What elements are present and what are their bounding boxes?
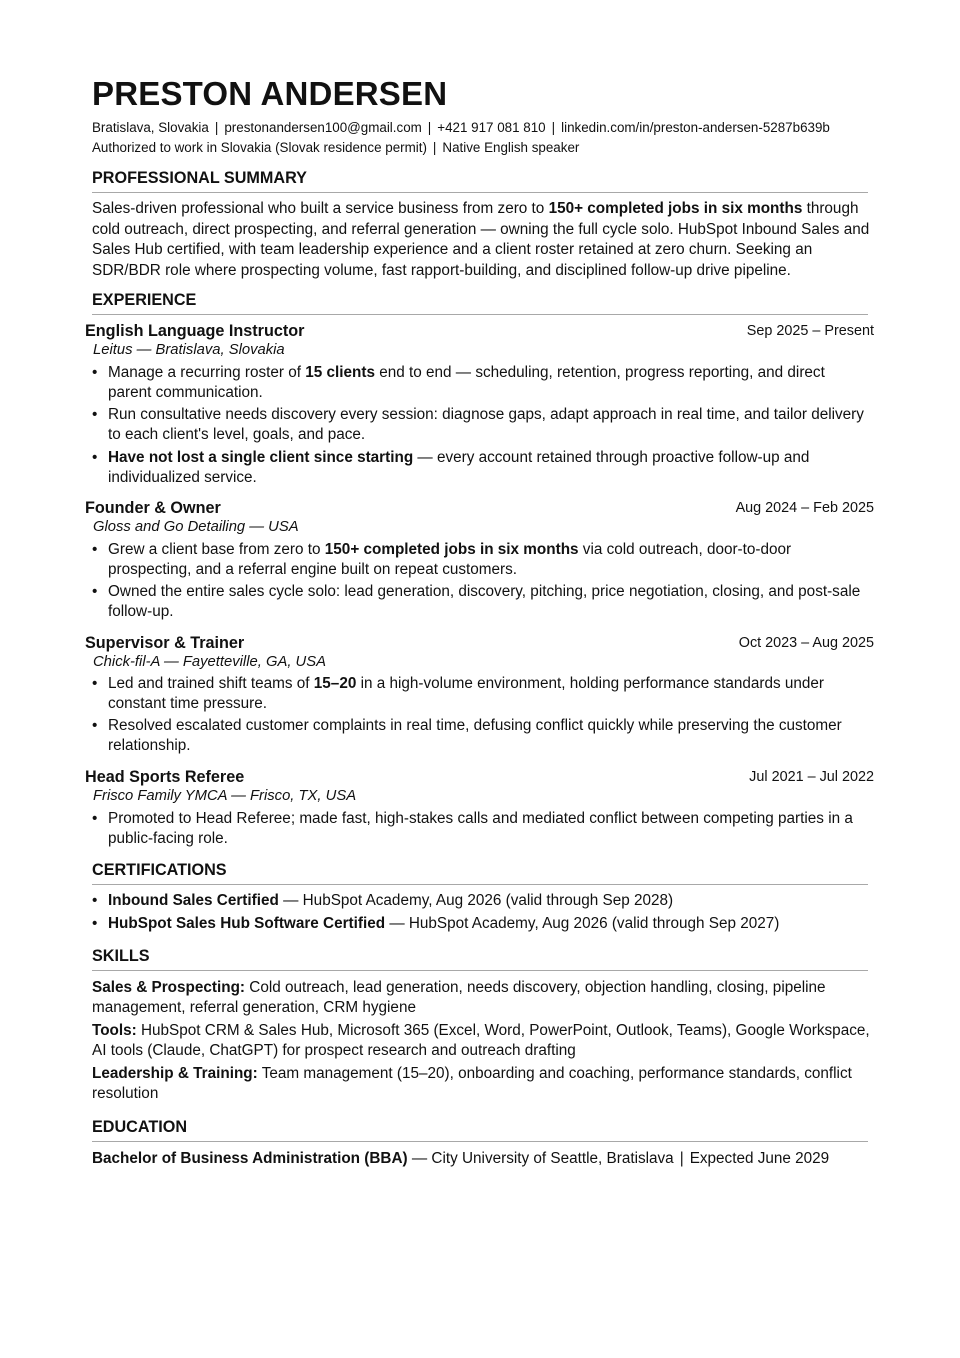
bullet-highlight: 15–20 <box>313 675 357 692</box>
separator: | <box>427 120 432 135</box>
email-link[interactable]: prestonandersen100@gmail.com <box>224 120 422 135</box>
job-bullet <box>92 716 872 757</box>
summary-highlight: 150+ completed jobs in six months <box>548 200 803 217</box>
certification-details: — HubSpot Academy, Aug 2026 (valid through Sep 2027) <box>385 915 780 932</box>
bullet-text: in a high-volume environment, holding performance standards under constant time pressure. <box>108 675 825 713</box>
bullet-highlight: Have not lost a single client since starting <box>108 449 414 466</box>
bullet-text: Promoted to Head Referee; made fast, high-stakes calls and mediated conflict between competing parties in a public-facing role. <box>108 810 853 848</box>
school-name: — City University of Seattle, Bratislava <box>407 1150 674 1167</box>
summary-text: Sales-driven professional who built a service business from zero to <box>92 200 549 217</box>
skill-group-text: Cold outreach, lead generation, needs discovery, objection handling, closing, pipeline management, referral generation, CRM hygiene <box>92 979 826 1017</box>
skill-group-text: HubSpot CRM & Sales Hub, Microsoft 365 (Excel, Word, PowerPoint, Outlook, Teams), Google Workspace, AI tools (Claude, ChatGPT) for prospect research and outreach drafting <box>92 1022 870 1060</box>
bullet-text: Manage a recurring roster of <box>108 364 306 381</box>
summary-paragraph <box>92 199 874 281</box>
section-title-certifications: CERTIFICATIONS <box>92 860 868 885</box>
section-title-skills: SKILLS <box>92 946 868 971</box>
linkedin-link[interactable]: linkedin.com/in/preston-andersen-5287b639b <box>561 120 830 135</box>
job-bullet <box>92 582 872 623</box>
bullet-dot: • <box>92 892 98 909</box>
job-company: Leitus — Bratislava, Slovakia <box>93 342 285 358</box>
certification-name: Inbound Sales Certified <box>108 892 279 909</box>
skill-group-label: Sales & Prospecting: <box>92 979 246 996</box>
separator: | <box>679 1150 684 1167</box>
phone-number: +421 917 081 810 <box>437 120 546 135</box>
skill-group <box>92 1064 877 1105</box>
bullet-dot: • <box>92 541 98 558</box>
summary-text: through cold outreach, direct prospecting, and referral generation — owning the full cycle solo. HubSpot Inbound Sales and Sales Hub certified, with team leadership experience and a client roster retained at zero churn. Seeking an SDR/BDR role where prospecting volume, fast rapport-building, and disciplined follow-up drive pipeline. <box>92 200 870 279</box>
job-dates: Aug 2024 – Feb 2025 <box>735 500 874 516</box>
bullet-text: Run consultative needs discovery every session: diagnose gaps, adapt approach in real time, and tailor delivery to each client's level, goals, and pace. <box>108 406 864 444</box>
job-bullet <box>92 363 872 404</box>
section-title-experience: EXPERIENCE <box>92 290 868 315</box>
bullet-text: end to end — scheduling, retention, progress reporting, and direct parent communication. <box>108 364 825 402</box>
job-bullet <box>92 809 872 850</box>
job-title: English Language Instructor <box>85 322 305 340</box>
job-bullet <box>92 448 872 489</box>
certification-item <box>92 891 872 911</box>
education-entry <box>92 1149 877 1169</box>
language-note: Native English speaker <box>442 140 580 155</box>
bullet-text: — every account retained through proactive follow-up and individualized service. <box>108 449 810 487</box>
graduation-date: Expected June 2029 <box>689 1150 830 1167</box>
section-title-summary: PROFESSIONAL SUMMARY <box>92 168 868 193</box>
bullet-dot: • <box>92 717 98 734</box>
job-title: Supervisor & Trainer <box>85 634 245 652</box>
skill-group <box>92 1021 877 1062</box>
job-bullet <box>92 405 872 446</box>
job-dates: Oct 2023 – Aug 2025 <box>738 635 874 651</box>
bullet-text: Grew a client base from zero to <box>108 541 325 558</box>
job-bullet <box>92 674 872 715</box>
job-dates: Jul 2021 – Jul 2022 <box>749 769 874 785</box>
certification-name: HubSpot Sales Hub Software Certified <box>108 915 386 932</box>
bullet-text: Resolved escalated customer complaints in real time, defusing conflict quickly while preserving the customer relationship. <box>108 717 842 755</box>
skill-group-label: Tools: <box>92 1022 137 1039</box>
contact-line <box>92 118 830 138</box>
section-title-education: EDUCATION <box>92 1117 868 1142</box>
degree-name: Bachelor of Business Administration (BBA) <box>92 1150 408 1167</box>
work-authorization: Authorized to work in Slovakia (Slovak residence permit) <box>92 140 427 155</box>
job-bullet <box>92 540 872 581</box>
candidate-name: PRESTON ANDERSEN <box>92 75 448 112</box>
job-company: Frisco Family YMCA — Frisco, TX, USA <box>93 788 357 804</box>
certification-item <box>92 914 872 934</box>
bullet-dot: • <box>92 583 98 600</box>
work-authorization-line <box>92 138 579 158</box>
separator: | <box>432 140 437 155</box>
bullet-text: via cold outreach, door-to-door prospecting, and a referral engine built on repeat customers. <box>108 541 792 579</box>
location: Bratislava, Slovakia <box>92 120 209 135</box>
bullet-dot: • <box>92 364 98 381</box>
bullet-text: Led and trained shift teams of <box>108 675 314 692</box>
bullet-dot: • <box>92 406 98 423</box>
bullet-highlight: 15 clients <box>305 364 375 381</box>
bullet-dot: • <box>92 675 98 692</box>
bullet-highlight: 150+ completed jobs in six months <box>324 541 579 558</box>
separator: | <box>551 120 556 135</box>
bullet-dot: • <box>92 915 98 932</box>
skill-group-label: Leadership & Training: <box>92 1065 258 1082</box>
separator: | <box>214 120 219 135</box>
job-title: Head Sports Referee <box>85 768 245 786</box>
job-title: Founder & Owner <box>85 499 221 517</box>
job-company: Gloss and Go Detailing — USA <box>93 519 299 535</box>
bullet-dot: • <box>92 810 98 827</box>
bullet-text: Owned the entire sales cycle solo: lead generation, discovery, pitching, price negotiation, closing, and post-sale follow-up. <box>108 583 861 621</box>
skill-group-text: Team management (15–20), onboarding and coaching, performance standards, conflict resolution <box>92 1065 852 1103</box>
job-company: Chick-fil-A — Fayetteville, GA, USA <box>93 654 326 670</box>
bullet-dot: • <box>92 449 98 466</box>
skill-group <box>92 978 877 1019</box>
job-dates: Sep 2025 – Present <box>746 323 874 339</box>
certification-details: — HubSpot Academy, Aug 2026 (valid through Sep 2028) <box>278 892 674 909</box>
